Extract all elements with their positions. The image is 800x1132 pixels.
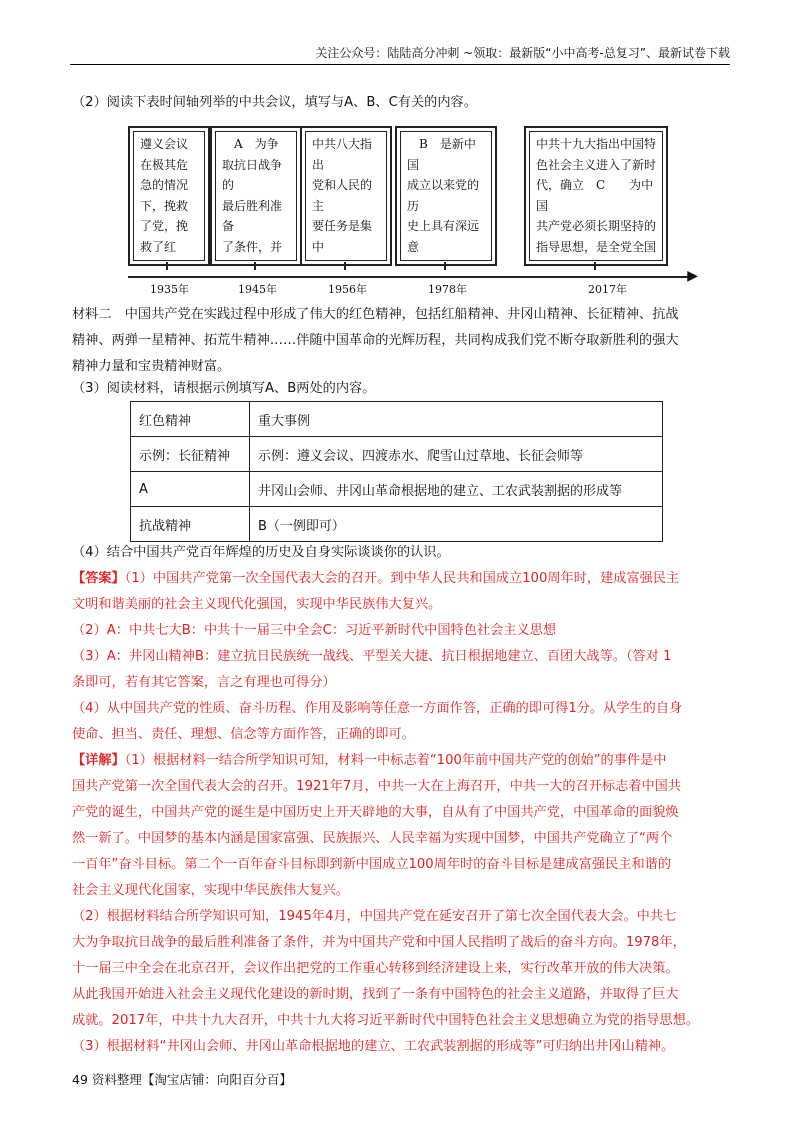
answer-line: 文明和谐美丽的社会主义现代化强国，实现中华民族伟大复兴。 (72, 597, 442, 612)
answer-text: （1）中国共产党第一次全国代表大会的召开。到中华人民共和国成立100周年时，建成富强民主 (124, 571, 680, 586)
timeline-box-text: B 是新中国 成立以来党的历 史上具有深远意 (400, 131, 492, 261)
timeline-box-1978 (395, 126, 497, 266)
question-4-prompt: （4）结合中国共产党百年辉煌的历史及自身实际谈谈你的认识。 (72, 545, 450, 560)
detail-line: 然一新了。中国梦的基本内涵是国家富强、民族振兴、人民幸福为实现中国梦，中国共产党确立了“两个 (72, 831, 673, 846)
answer-line: 使命、担当、责任、理想、信念等方面作答，正确的即可。 (72, 727, 415, 742)
page-header: 关注公众号：陆陆高分冲刺 ~领取：最新版“小中高考-总复习”、最新试卷下载 (70, 44, 730, 65)
table-row (131, 437, 663, 472)
detail-tag: 【详解】 (72, 753, 125, 768)
detail-line: 产党的诞生，中国共产党的诞生是中国历史上开天辟地的大事，自从有了中国共产党，中国革命的面貌焕 (72, 805, 679, 820)
answer-line: （4）从中国共产党的性质、奋斗历程、作用及影响等任意一方面作答，正确的即可得1分。从学生的自身 (72, 701, 683, 716)
timeline-axis (128, 276, 690, 278)
connector (166, 262, 168, 270)
connector (444, 262, 446, 270)
detail-line (72, 748, 730, 774)
detail-line: 大为争取抗日战争的最后胜利准备了条件，并为中国共产党和中国人民指明了战后的奋斗方向。1978年， (72, 935, 686, 950)
detail-line: （3）根据材料“井冈山会师、井冈山革命根据地的建立、工农武装割据的形成等”可归纳出井冈山精神。 (72, 1039, 675, 1054)
timeline-box-1945 (210, 126, 302, 266)
table-cell: 示例：遵义会议、四渡赤水、爬雪山过草地、长征会师等 (250, 437, 663, 472)
page-number: 49 (72, 1072, 88, 1087)
answer-line: （3）A：井冈山精神B：建立抗日民族统一战线、平型关大捷、抗日根据地建立、百团大战等。（答对 1 (72, 649, 672, 664)
detail-line: 国共产党第一次全国代表大会的召开。1921年7月，中共一大在上海召开，中共一大的召开标志着中国共 (72, 779, 682, 794)
timeline-box-1956 (300, 126, 392, 266)
page-footer (72, 1070, 292, 1088)
table-cell: A (131, 472, 250, 507)
table-row (131, 402, 663, 437)
footer-text: 资料整理【淘宝店铺：向阳百分百】 (91, 1072, 292, 1087)
year-label: 2017年 (588, 283, 627, 296)
answer-tag: 【答案】 (72, 571, 125, 586)
material-2-line: 精神力量和宝贵精神财富。 (72, 359, 231, 374)
year-label: 1956年 (328, 283, 367, 296)
timeline-box-text: 遵义会议 在极其危 急的情况 下，挽救 了党，挽 救了红 (133, 131, 205, 261)
timeline-box-text: A 为争 取抗日战争的 最后胜利准备 了条件，并 (215, 131, 297, 261)
year-label: 1935年 (150, 283, 189, 296)
detail-text: （1）根据材料一结合所学知识可知，材料一中标志着“100年前中国共产党的创始”的事件是中 (124, 753, 667, 768)
detail-line: 社会主义现代化国家，实现中华民族伟大复兴。 (72, 883, 349, 898)
connector (254, 262, 256, 270)
table-cell: 示例：长征精神 (131, 437, 250, 472)
arrow-right-icon: ▶ (687, 268, 698, 284)
table-row (131, 507, 663, 542)
table-cell: B（一例即可） (250, 507, 663, 542)
table-cell: 红色精神 (131, 402, 250, 437)
connector (594, 262, 596, 270)
answer-line (72, 566, 730, 592)
year-label: 1978年 (428, 283, 467, 296)
answer-line: 条即可，若有其它答案，言之有理也可得分） (72, 675, 336, 690)
detail-line: 成就。2017年，中共十九大召开，中共十九大将习近平新时代中国特色社会主义思想确立为党的指导思想。 (72, 1013, 699, 1028)
question-2-prompt: （2）阅读下表时间轴列举的中共会议，填写与A、B、C有关的内容。 (72, 95, 477, 110)
timeline-box-text: 中共八大指出 党和人民的主 要任务是集中 (305, 131, 387, 261)
material-2-line: 精神、两弹一星精神、拓荒牛精神……伴随中国革命的光辉历程，共同构成我们党不断夺取新胜利的强大 (72, 333, 679, 348)
spirit-table (130, 401, 663, 542)
material-2-line: 材料二 中国共产党在实践过程中形成了伟大的红色精神，包括红船精神、井冈山精神、长征精神、抗战 (72, 307, 679, 322)
detail-line: 十一届三中全会在北京召开，会议作出把党的工作重心转移到经济建设上来，实行改革开放的伟大决策。 (72, 961, 679, 976)
connector (344, 262, 346, 270)
year-label: 1945年 (238, 283, 277, 296)
detail-line: （2）根据材料结合所学知识可知，1945年4月，中国共产党在延安召开了第七次全国代表大会。中共七 (72, 909, 677, 924)
detail-line: 一百年”奋斗目标。第二个一百年奋斗目标即到新中国成立100周年时的奋斗目标是建成富强民主和谐的 (72, 857, 672, 872)
detail-line: 从此我国开始进入社会主义现代化建设的新时期，找到了一条有中国特色的社会主义道路，并取得了巨大 (72, 987, 679, 1002)
timeline-box-2017 (524, 126, 668, 266)
table-cell: 重大事例 (250, 402, 663, 437)
table-row (131, 472, 663, 507)
table-cell: 井冈山会师、井冈山革命根据地的建立、工农武装割据的形成等 (250, 472, 663, 507)
timeline-box-text: 中共十九大指出中国特 色社会主义进入了新时 代，确立 C 为中国 共产党必须长期坚持的 指导思想，是全党全国 (529, 131, 663, 261)
question-3-prompt: （3）阅读材料，请根据示例填写A、B两处的内容。 (72, 381, 376, 396)
table-cell: 抗战精神 (131, 507, 250, 542)
timeline-figure (110, 118, 700, 298)
answer-line: （2）A：中共七大B：中共十一届三中全会C：习近平新时代中国特色社会主义思想 (72, 623, 557, 638)
timeline-box-1935 (128, 126, 210, 266)
